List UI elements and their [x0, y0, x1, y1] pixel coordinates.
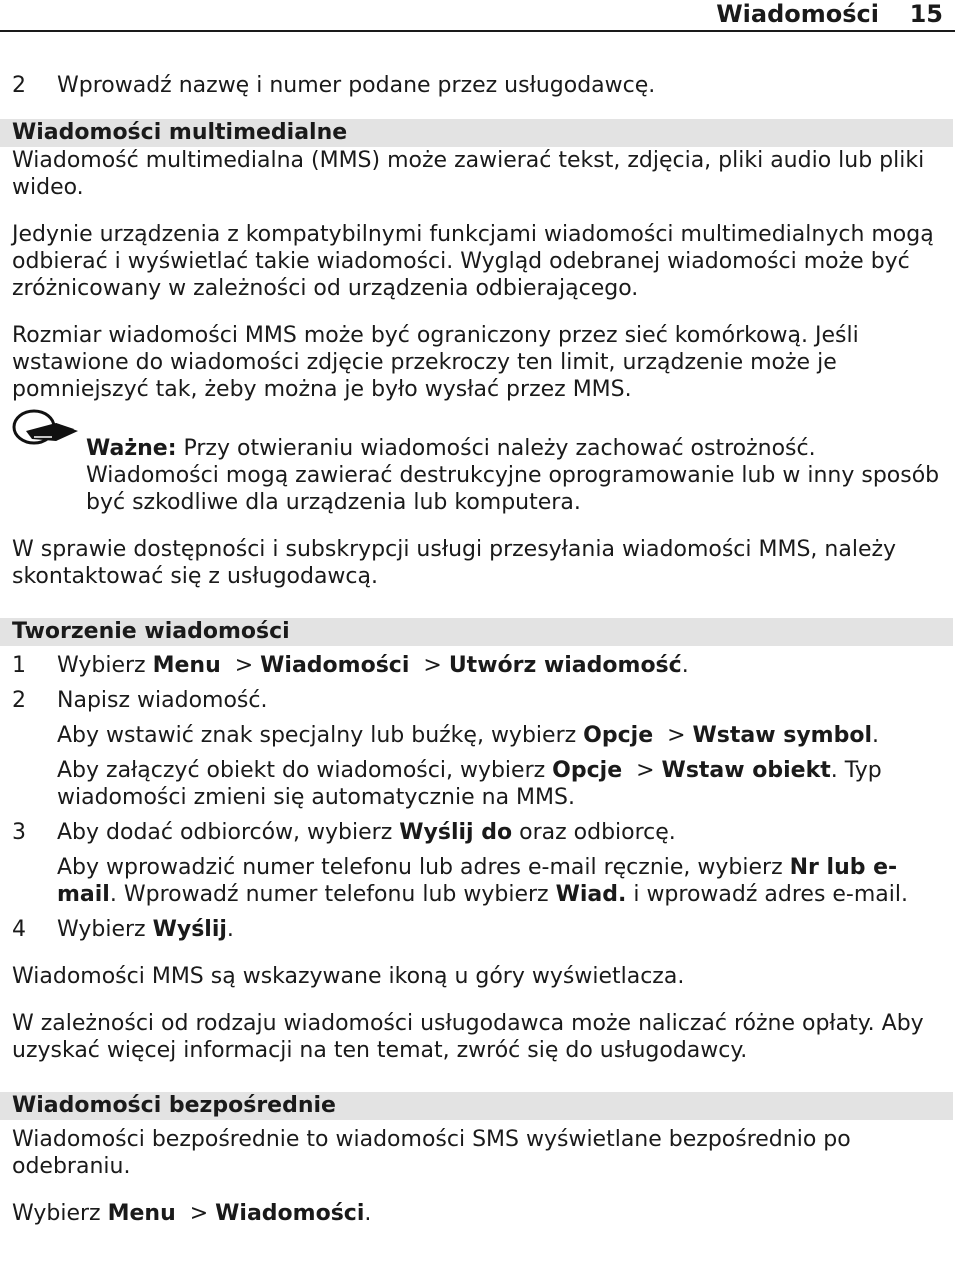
step-number: 4: [12, 917, 26, 942]
header-section-title: Wiadomości: [716, 0, 879, 28]
menu-path-item: Wstaw obiekt: [661, 758, 831, 783]
path-separator: >: [220, 653, 261, 678]
pointing-hand-icon: [12, 407, 80, 453]
menu-path-item: Wyślij do: [399, 820, 513, 845]
create-step-1: [12, 652, 942, 679]
step-text: . Wprowadź numer telefonu lub wybierz: [109, 882, 556, 907]
step-text: i wprowadź adres e-mail.: [626, 882, 909, 907]
note-label: Ważne:: [86, 436, 177, 461]
paragraph: Jedynie urządzenia z kompatybilnymi funkcjami wiadomości multimedialnych mogą odbierać i wyświetlać takie wiadomości. Wygląd odebranej wiadomości może być zróżnicowany w zależności od urządzenia odbierającego.: [12, 222, 934, 301]
header-page-number: 15: [909, 0, 943, 28]
path-separator: >: [409, 653, 449, 678]
intro-step: [12, 72, 942, 99]
menu-path-item: Wiad.: [555, 882, 627, 907]
step-text: .: [872, 723, 880, 748]
section-heading-flash: Wiadomości bezpośrednie: [0, 1092, 953, 1120]
step-text: Aby wstawić znak specjalny lub buźkę, wybierz: [57, 723, 584, 748]
create-step-2-detail-1: [12, 722, 942, 749]
paragraph: Rozmiar wiadomości MMS może być ograniczony przez sieć komórkową. Jeśli wstawione do wiadomości zdjęcie przekroczy ten limit, urządzenie może je pomniejszyć tak, żeby można je było wysłać przez MMS.: [12, 323, 859, 402]
menu-path-item: Opcje: [552, 758, 623, 783]
step-text: Wprowadź nazwę i numer podane przez usługodawcę.: [57, 73, 656, 98]
step-number: 2: [12, 688, 26, 713]
create-step-2: [12, 687, 942, 714]
page-header: [0, 0, 955, 32]
menu-path-item: Wyślij: [152, 917, 227, 942]
menu-path-item: Wiadomości: [215, 1201, 365, 1226]
create-step-4: [12, 916, 942, 943]
step-text: Aby wprowadzić numer telefonu lub adres e-mail ręcznie, wybierz: [57, 855, 790, 880]
section-heading-create: Tworzenie wiadomości: [0, 618, 953, 646]
step-text: .: [681, 653, 689, 678]
menu-path-item: Opcje: [583, 723, 654, 748]
step-text: Wybierz: [57, 917, 153, 942]
step-number: 3: [12, 820, 26, 845]
path-separator: >: [622, 758, 662, 783]
menu-path-item: Nr lub e-mail: [57, 855, 898, 907]
important-note: [12, 413, 942, 516]
create-step-3-detail: [12, 854, 942, 908]
create-step-3: [12, 819, 942, 846]
menu-path-item: Menu: [152, 653, 221, 678]
step-text: .: [364, 1201, 372, 1226]
section-heading-mms: Wiadomości multimedialne: [0, 119, 953, 147]
paragraph: Wiadomość multimedialna (MMS) może zawierać tekst, zdjęcia, pliki audio lub pliki wideo.: [12, 148, 925, 200]
note-text: Przy otwieraniu wiadomości należy zachować ostrożność. Wiadomości mogą zawierać destrukcyjne oprogramowanie lub w inny sposób być szkodliwe dla urządzenia lub komputera.: [86, 436, 940, 515]
step-number: 1: [12, 653, 26, 678]
menu-path-item: Wstaw symbol: [692, 723, 873, 748]
step-text: .: [226, 917, 234, 942]
paragraph: Wiadomości MMS są wskazywane ikoną u góry wyświetlacza.: [12, 964, 685, 989]
path-separator: >: [175, 1201, 216, 1226]
menu-path-paragraph: [12, 1200, 942, 1227]
step-text: Napisz wiadomość.: [57, 688, 268, 713]
paragraph: W sprawie dostępności i subskrypcji usługi przesyłania wiadomości MMS, należy skontaktować się z usługodawcą.: [12, 537, 897, 589]
step-number: 2: [12, 73, 26, 98]
note-paragraph: [12, 435, 942, 516]
menu-path-item: Menu: [107, 1201, 176, 1226]
step-text: Wybierz: [57, 653, 153, 678]
paragraph: W zależności od rodzaju wiadomości usługodawca może naliczać różne opłaty. Aby uzyskać więcej informacji na ten temat, zwróć się do usługodawcy.: [12, 1011, 924, 1063]
step-text: . Typ wiadomości zmieni się automatycznie na MMS.: [57, 758, 882, 810]
menu-path-item: Utwórz wiadomość: [448, 653, 682, 678]
create-step-2-detail-2: [12, 757, 942, 811]
step-text: Aby załączyć obiekt do wiadomości, wybierz: [57, 758, 553, 783]
step-text: Aby dodać odbiorców, wybierz: [57, 820, 400, 845]
step-text: Wybierz: [12, 1201, 108, 1226]
step-text: oraz odbiorcę.: [512, 820, 676, 845]
page-content: [12, 72, 942, 1227]
path-separator: >: [653, 723, 693, 748]
menu-path-item: Wiadomości: [260, 653, 410, 678]
paragraph: Wiadomości bezpośrednie to wiadomości SMS wyświetlane bezpośrednio po odebraniu.: [12, 1127, 851, 1179]
